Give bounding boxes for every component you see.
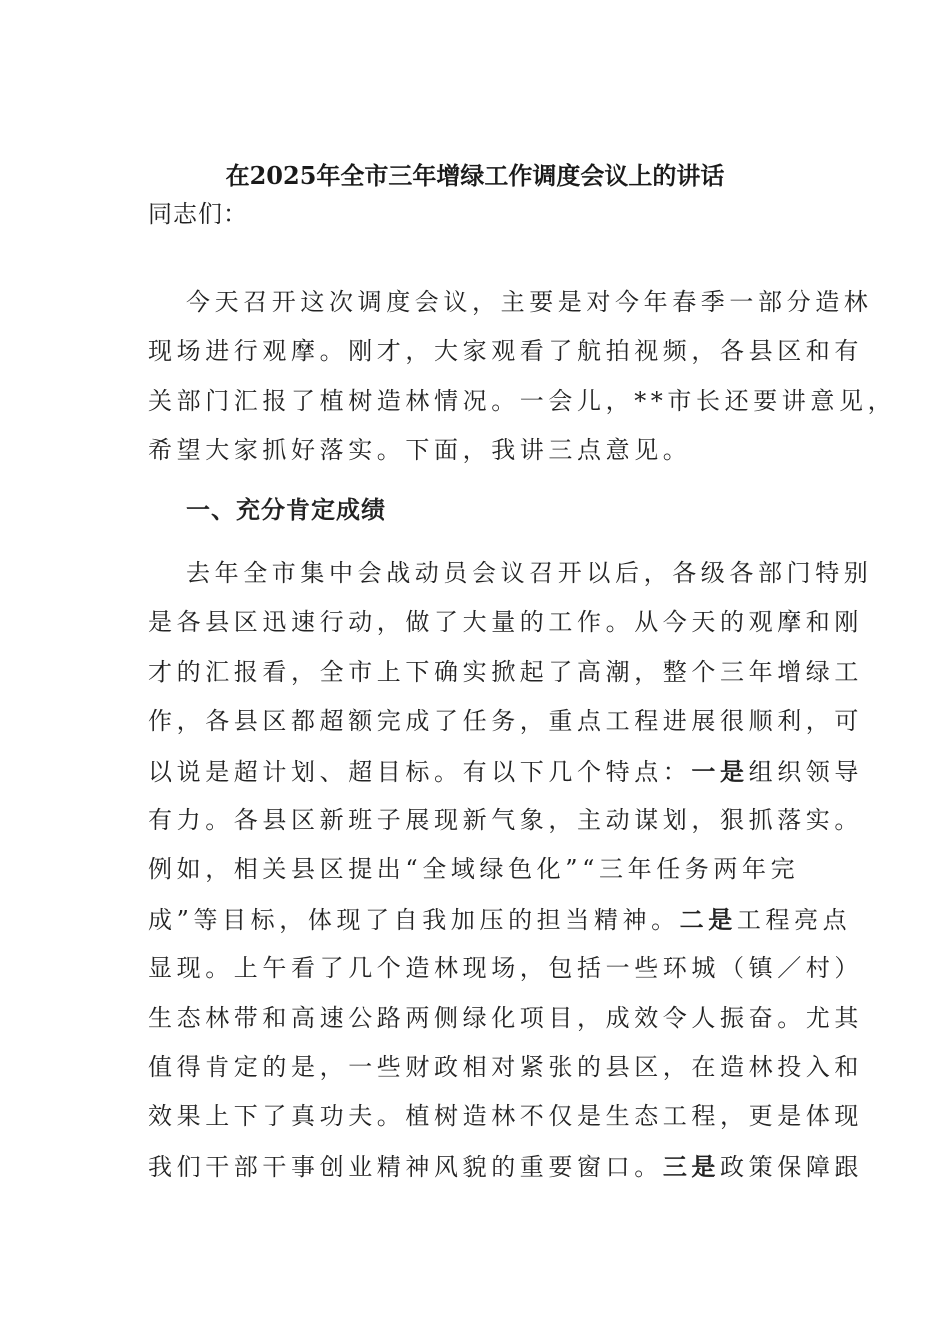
paragraph-line: 是各县区迅速行动，做了大量的工作。从今天的观摩和刚: [148, 608, 863, 637]
text-segment: 工程亮点: [736, 905, 852, 934]
paragraph-line: 今天召开这次调度会议，主要是对今年春季一部分造林: [186, 288, 873, 316]
paragraph-line: [148, 1142, 864, 1191]
paragraph-intro: [148, 278, 897, 476]
emphasis-text: 三是: [662, 1151, 721, 1181]
paragraph-line: 关部门汇报了植树造林情况。一会儿，**市长还要讲意见，: [148, 386, 897, 415]
salutation: 同志们：: [148, 200, 248, 228]
text-segment: 我们干部干事创业精神风貌的重要窗口。: [148, 1152, 663, 1181]
emphasis-text: 一是: [691, 756, 749, 786]
paragraph-line: 去年全市集中会战动员会议召开以后，各级各部门特别: [186, 559, 873, 587]
emphasis-text: 二是: [679, 904, 737, 934]
paragraph-line: 效果上下了真功夫。植树造林不仅是生态工程，更是体现: [148, 1102, 863, 1131]
paragraph-line: 现场进行观摩。刚才，大家观看了航拍视频，各县区和有: [148, 337, 863, 366]
paragraph-line: 希望大家抓好落实。下面，我讲三点意见。: [148, 436, 692, 465]
document-title: 在2025年全市三年增绿工作调度会议上的讲话: [225, 161, 725, 190]
paragraph-line: [148, 895, 852, 944]
text-segment: 政策保障跟: [720, 1152, 864, 1181]
text-segment: 成”等目标，体现了自我加压的担当精神。: [148, 905, 680, 934]
paragraph-line: 显现。上午看了几个造林现场，包括一些环城（镇／村）: [148, 954, 863, 983]
text-segment: 组织领导: [748, 757, 864, 786]
paragraph-line: [148, 747, 864, 796]
paragraph-achievements: [148, 549, 873, 1191]
paragraph-line: 才的汇报看，全市上下确实掀起了高潮，整个三年增绿工: [148, 657, 863, 686]
paragraph-line: 值得肯定的是，一些财政相对紧张的县区，在造林投入和: [148, 1052, 863, 1081]
text-segment: 以说是超计划、超目标。有以下几个特点：: [148, 757, 692, 786]
paragraph-line: 生态林带和高速公路两侧绿化项目，成效令人振奋。尤其: [148, 1003, 863, 1032]
section-heading: 一、充分肯定成绩: [186, 495, 386, 524]
paragraph-line: 有力。各县区新班子展现新气象，主动谋划，狠抓落实。: [148, 805, 863, 834]
paragraph-line: 例如，相关县区提出“全域绿色化”“三年任务两年完: [148, 855, 800, 884]
paragraph-line: 作，各县区都超额完成了任务，重点工程进展很顺利，可: [148, 707, 863, 736]
